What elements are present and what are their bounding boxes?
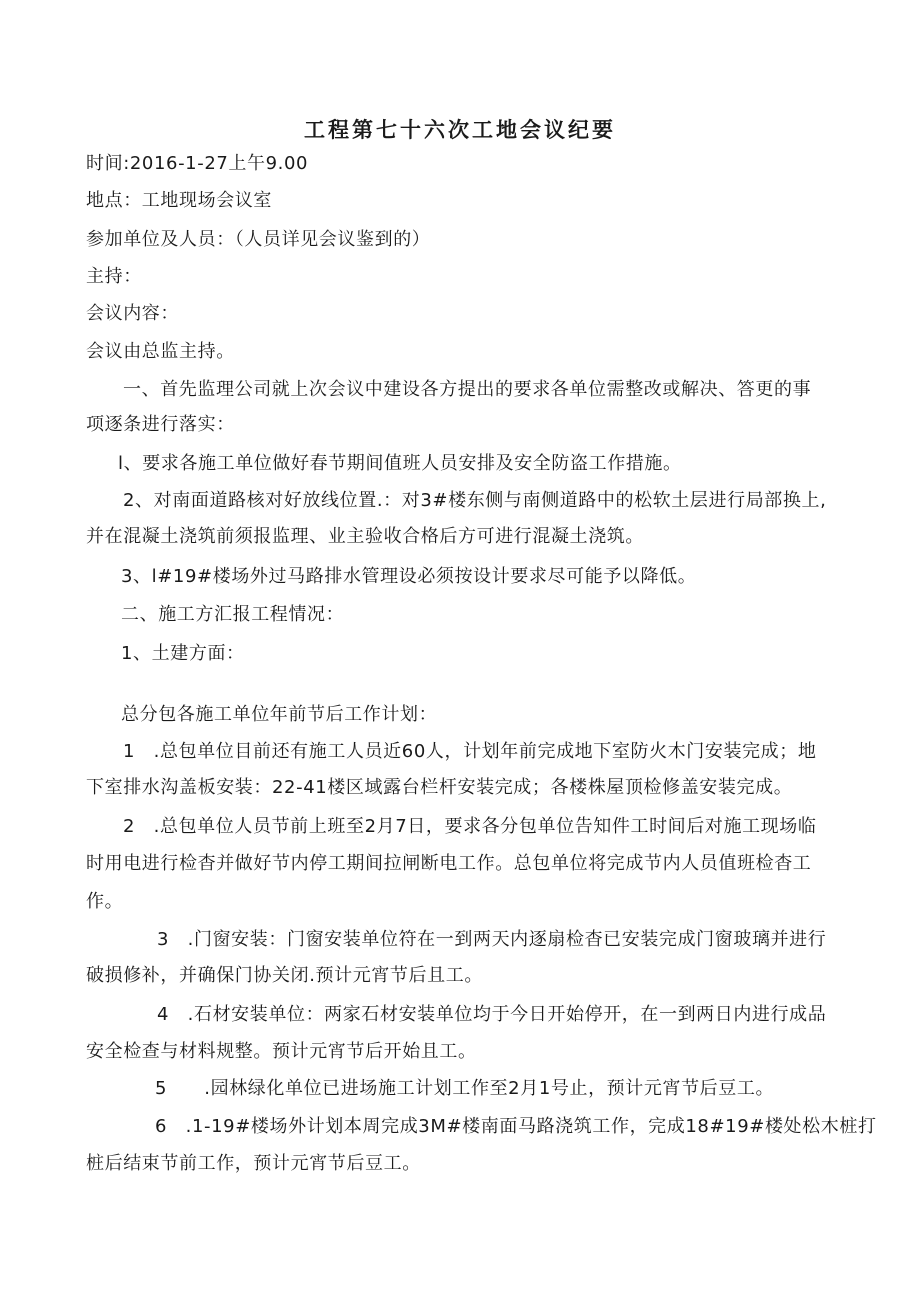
meeting-time: 时间:2016-1-27上午9.00 — [86, 153, 309, 174]
plan-item3-line2: 破损修补，并确保门协关闭.预计元宵节后且工。 — [86, 965, 483, 986]
plan-item3-line1: 3 .门窗安装：门窗安装单位符在一到两天内逐扇检杳已安装完成门窗玻璃并进行 — [157, 929, 827, 950]
meeting-host: 主持： — [86, 266, 142, 287]
plan-item1-line2: 下室排水沟盖板安装：22-41楼区域露台栏杆安装完成；各楼株屋顶检修盖安装完成。 — [86, 777, 793, 798]
plan-item6-line1: 6 .1-19#楼场外计划本周完成3M#楼南面马路浇筑工作，完成18#19#楼处松木桩打 — [155, 1116, 877, 1137]
meeting-place: 地点：工地现场会议室 — [86, 190, 272, 211]
plan-item4-line1: 4 .石材安装单位：两家石材安装单位均于今日开始停开，在一到两日内进行成品 — [157, 1004, 827, 1025]
meeting-attendees: 参加单位及人员：（人员详见会议鉴到的） — [86, 229, 431, 250]
plan-item2-line2: 时用电进行检杳并做好节内停工期间拉闸断电工作。总包单位将完成节内人员值班检杳工 — [86, 853, 812, 874]
plan-item5-line1: 5 .园林绿化单位已进场施工计划工作至2月1号止，预计元宵节后豆工。 — [155, 1078, 775, 1099]
meeting-content-label: 会议内容： — [86, 303, 179, 324]
plan-item4-line2: 安全检查与材料规整。预计元宵节后开始且工。 — [86, 1041, 477, 1062]
section1-item3: 3、l#19#楼场外过马路排水管理设必须按设计要求尽可能予以降低。 — [121, 566, 697, 587]
section1-item1: l、要求各施工单位做好春节期间值班人员安排及安全防盗工作措施。 — [118, 453, 682, 474]
section1-intro-line1: 一、首先监理公司就上次会议中建设各方提出的要求各单位需整改或解决、答更的事 — [123, 379, 812, 400]
page-title: 工程第七十六次工地会议纪要 — [304, 118, 616, 142]
plan-item2-line1: 2 .总包单位人员节前上班至2月7日，要求各分包单位告知件工时间后对施工现场临 — [123, 816, 817, 837]
meeting-chair-note: 会议由总监主持。 — [86, 341, 235, 362]
plan-heading: 总分包各施工单位年前节后工作计划： — [121, 704, 438, 725]
section1-intro-line2: 项逐条进行落实： — [86, 414, 235, 435]
section1-item2-line1: 2、对南面道路核对好放线位置.：对3#楼东侧与南侧道路中的松软土层进行局部换上, — [123, 490, 827, 511]
section1-item2-line2: 并在混凝土浇筑前须报监理、业主验收合格后方可进行混凝土浇筑。 — [86, 526, 644, 547]
plan-item2-line3: 作。 — [86, 891, 124, 912]
section2-heading: 二、施工方汇报工程情况： — [121, 604, 345, 625]
plan-item1-line1: 1 .总包单位目前还有施工人员近60人，计划年前完成地下室防火木门安装完成；地 — [123, 741, 817, 762]
section2-sub1: 1、土建方面： — [121, 643, 245, 664]
plan-item6-line2: 桩后结束节前工作，预计元宵节后豆工。 — [86, 1153, 421, 1174]
